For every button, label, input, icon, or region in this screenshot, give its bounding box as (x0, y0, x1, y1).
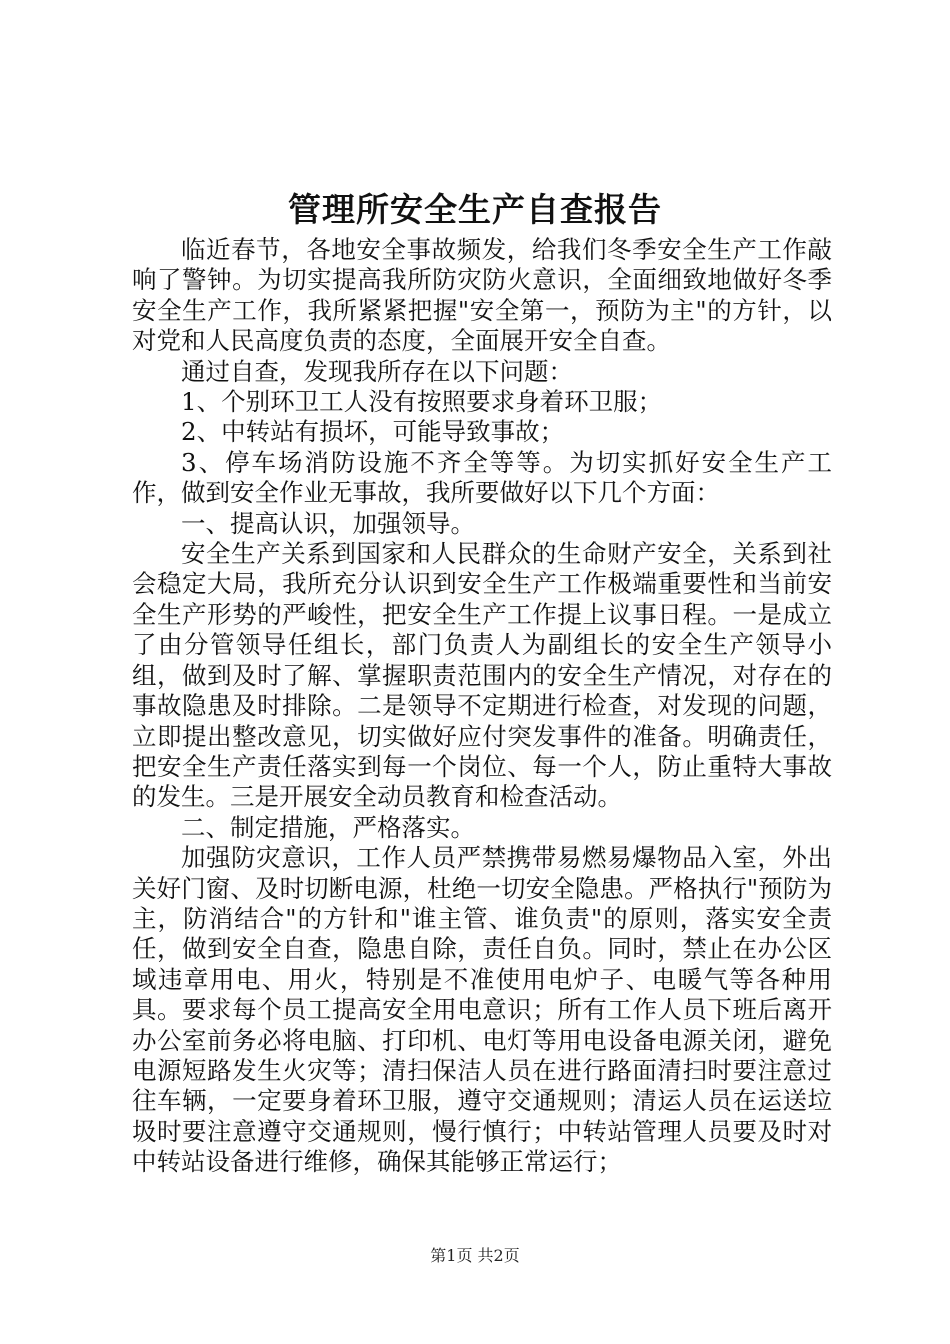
list-item: 2、中转站有损坏，可能导致事故； (181, 417, 565, 447)
document-title: 管理所安全生产自查报告 (288, 190, 662, 229)
paragraph: 临近春节，各地安全事故频发，给我们冬季安全生产工作敲响了警钟。为切实提高我所防灾防火意识，全面细致地做好冬季安全生产工作，我所紧紧把握"安全第一，预防为主"的方针，以对党和人民高度负责的态度，全面展开安全自查。 (132, 235, 832, 356)
paragraph: 通过自查，发现我所存在以下问题： (181, 356, 573, 386)
list-item: 3、停车场消防设施不齐全等等。为切实抓好安全生产工作，做到安全作业无事故，我所要做好以下几个方面： (132, 447, 832, 508)
list-item: 1、个别环卫工人没有按照要求身着环卫服； (181, 387, 663, 417)
page-footer: 第1页 共2页 (430, 1246, 520, 1265)
document-body (132, 235, 832, 1178)
paragraph: 加强防灾意识，工作人员严禁携带易燃易爆物品入室，外出关好门窗、及时切断电源，杜绝一切安全隐患。严格执行"预防为主，防消结合"的方针和"谁主管、谁负责"的原则，落实安全责任，做到安全自查，隐患自除，责任自负。同时，禁止在办公区域违章用电、用火，特别是不准使用电炉子、电暖气等各种用具。要求每个员工提高安全用电意识；所有工作人员下班后离开办公室前务必将电脑、打印机、电灯等用电设备电源关闭，避免电源短路发生火灾等；清扫保洁人员在进行路面清扫时要注意过往车辆，一定要身着环卫服，遵守交通规则；清运人员在运送垃圾时要注意遵守交通规则，慢行慎行；中转站管理人员要及时对中转站设备进行维修，确保其能够正常运行； (132, 843, 832, 1177)
section-heading: 一、提高认识，加强领导。 (181, 508, 475, 538)
section-heading: 二、制定措施，严格落实。 (181, 812, 475, 842)
paragraph: 安全生产关系到国家和人民群众的生命财产安全，关系到社会稳定大局，我所充分认识到安全生产工作极端重要性和当前安全生产形势的严峻性，把安全生产工作提上议事日程。一是成立了由分管领导任组长，部门负责人为副组长的安全生产领导小组，做到及时了解、掌握职责范围内的安全生产情况，对存在的事故隐患及时排除。二是领导不定期进行检查，对发现的问题，立即提出整改意见，切实做好应付突发事件的准备。明确责任，把安全生产责任落实到每一个岗位、每一个人，防止重特大事故的发生。三是开展安全动员教育和检查活动。 (132, 539, 832, 812)
